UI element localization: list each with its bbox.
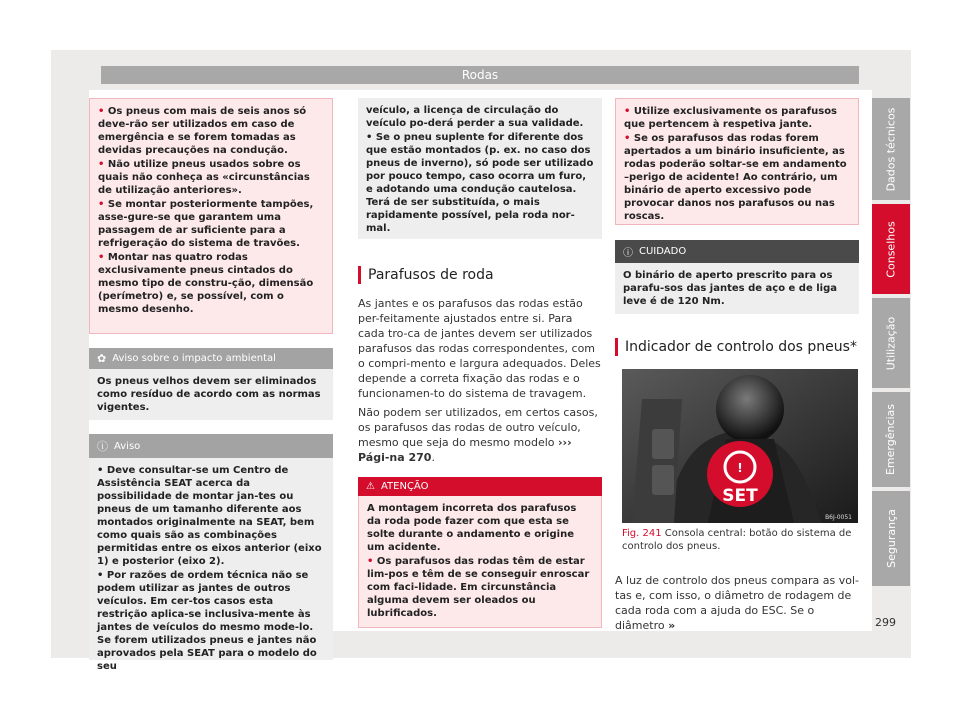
warning-bullet: • Se os parafusos das rodas forem apertados a um binário insuficiente, as rodas poderão soltar-se em andamento –perigo de acidente! Ao contrário, um binário de aperto excessivo pode provocar danos nos parafusos ou nas roscas. [624, 133, 847, 222]
notice-bullet: • Se o pneu suplente for diferente dos que estão montados (p. ex. no caso dos pneus de inverno), só pode ser utilizado por pouco tempo, caso ocorra um furo, e adotando uma condução cautelosa. Terá de ser substituída, o mais rapidamente possível, pela roda nor-mal. [366, 132, 594, 234]
environment-note-box: Os pneus velhos devem ser eliminados como resíduo de acordo com as normas vigentes. [89, 369, 333, 420]
tab-seguranca[interactable]: Segurança [872, 491, 910, 586]
tab-conselhos[interactable]: Conselhos [872, 204, 910, 294]
notice-bullet: • Deve consultar-se um Centro de Assistência SEAT acerca da possibilidade de montar jan-tes ou pneus de um tamanho diferente aos montados originalmente na SEAT, bem como quais são as combinações permitidas entre os eixos anterior (eixo 1) e posterior (eixo 2). [97, 465, 322, 567]
caution-box: O binário de aperto prescrito para os parafu-sos das jantes de aço e de liga leve é de 120 Nm. [615, 263, 859, 314]
center-console-illustration [622, 369, 858, 523]
figure-caption: Fig. 241 Consola central: botão do sistema de controlo dos pneus. [622, 528, 852, 552]
section-title-tyre-monitor: Indicador de controlo dos pneus* [615, 338, 859, 356]
leaf-icon: ✿ [97, 352, 107, 365]
column-2 [358, 98, 602, 628]
warning-box-continued [615, 98, 859, 225]
column-3 [615, 98, 859, 356]
column-3-bottom [615, 573, 859, 633]
tab-dados-tecnicos[interactable]: Dados técnicos [872, 98, 910, 200]
warning-bullet: • Se montar posteriormente tampões, asse-gure-se que garantem uma passagem de ar suficiente para a refrigeração do sistema de travões. [98, 199, 314, 249]
set-button-label: SET [722, 486, 758, 506]
page-header: Rodas [101, 66, 859, 84]
paragraph: A luz de controlo dos pneus compara as vol-tas e, com isso, o diâmetro de rodagem de cada roda com a ajuda do ESC. Se o diâmetro » [615, 574, 859, 632]
page-number: 299 [875, 616, 896, 629]
warning-box-continued [89, 98, 333, 334]
chapter-tabs [872, 98, 910, 590]
warning-bullet: • Os parafusos das rodas têm de estar lim-pos e têm de se conseguir enroscar com faci-lidade. Em circunstância alguma devem ser oleados ou lubrificados. [367, 556, 590, 619]
figure-code: B6J-0051 [825, 514, 852, 521]
warning-bullet: • Utilize exclusivamente os parafusos que pertencem à respetiva jante. [624, 106, 838, 130]
continue-marker: » [668, 619, 676, 632]
figure-center-console [622, 369, 858, 523]
warning-bullet: • Os pneus com mais de seis anos só deve-rão ser utilizados em caso de emergência e se forem tomadas as devidas precauções na condução. [98, 106, 307, 156]
page-reference-link[interactable]: ››› Pági-na 270 [358, 436, 572, 464]
warning-box: A montagem incorreta dos parafusos da roda pode fazer com que esta se solte durante o andamento e origine um acidente. • Os parafusos das rodas têm de estar lim-pos e têm de se conseguir enroscar com faci-lidade. Em circunstância alguma devem ser oleados ou lubrificados. [358, 496, 602, 628]
tab-emergencias[interactable]: Emergências [872, 392, 910, 487]
warning-bullet: • Não utilize pneus usados sobre os quais não conheça as «circunstâncias de utilização anteriores». [98, 159, 310, 196]
column-1 [89, 98, 333, 672]
info-icon: ⓘ [97, 440, 108, 453]
paragraph: As jantes e os parafusos das rodas estão per-feitamente ajustados entre si. Para cada tro-ca de jantes devem ser utilizados parafusos das rodas correspondentes, com o compri-mento e largura adequados. Deles depende a correta fixação das rodas e o funcionamen-to do sistema de travagem. [358, 297, 601, 400]
warning-bullet: • Montar nas quatro rodas exclusivamente pneus cintados do mesmo tipo de constru-ção, dimensão (perímetro) e, se possível, com o mesmo desenho. [98, 252, 314, 315]
caution-header: ⓘ CUIDADO [615, 240, 859, 263]
svg-text:!: ! [737, 461, 743, 475]
notice-box [89, 458, 333, 672]
environment-note-header: ✿ Aviso sobre o impacto ambiental [89, 348, 333, 369]
tab-utilizacao[interactable]: Utilização [872, 298, 910, 388]
paragraph: Não podem ser utilizados, em certos casos, os parafusos das rodas de outro veículo, mesmo que seja do mesmo modelo ››› Pági-na 270. [358, 406, 598, 464]
notice-header: ⓘ Aviso [89, 434, 333, 458]
warning-header: ⚠ ATENÇÃO [358, 477, 602, 496]
notice-bullet: • Por razões de ordem técnica não se podem utilizar as jantes de outros veículos. Em cer-tos casos esta restrição aplica-se inclusiva-mente às jantes de veículos do mesmo mode-lo. Se forem utilizados pneus e jantes não aprovados pela SEAT para o modelo do seu [97, 570, 317, 672]
notice-box-continued: veículo, a licença de circulação do veículo po-derá perder a sua validade. • Se o pneu suplente for diferente dos que estão montados (p. ex. no caso dos pneus de inverno), só pode ser utilizado por pouco tempo, caso ocorra um furo, e adotando uma condução cautelosa. Terá de ser substituída, o mais rapidamente possível, pela roda nor-mal. [358, 98, 602, 239]
warning-triangle-icon: ⚠ [366, 481, 375, 492]
exclamation-icon: ⓘ [623, 248, 633, 259]
section-title-wheel-bolts: Parafusos de roda [358, 266, 602, 284]
